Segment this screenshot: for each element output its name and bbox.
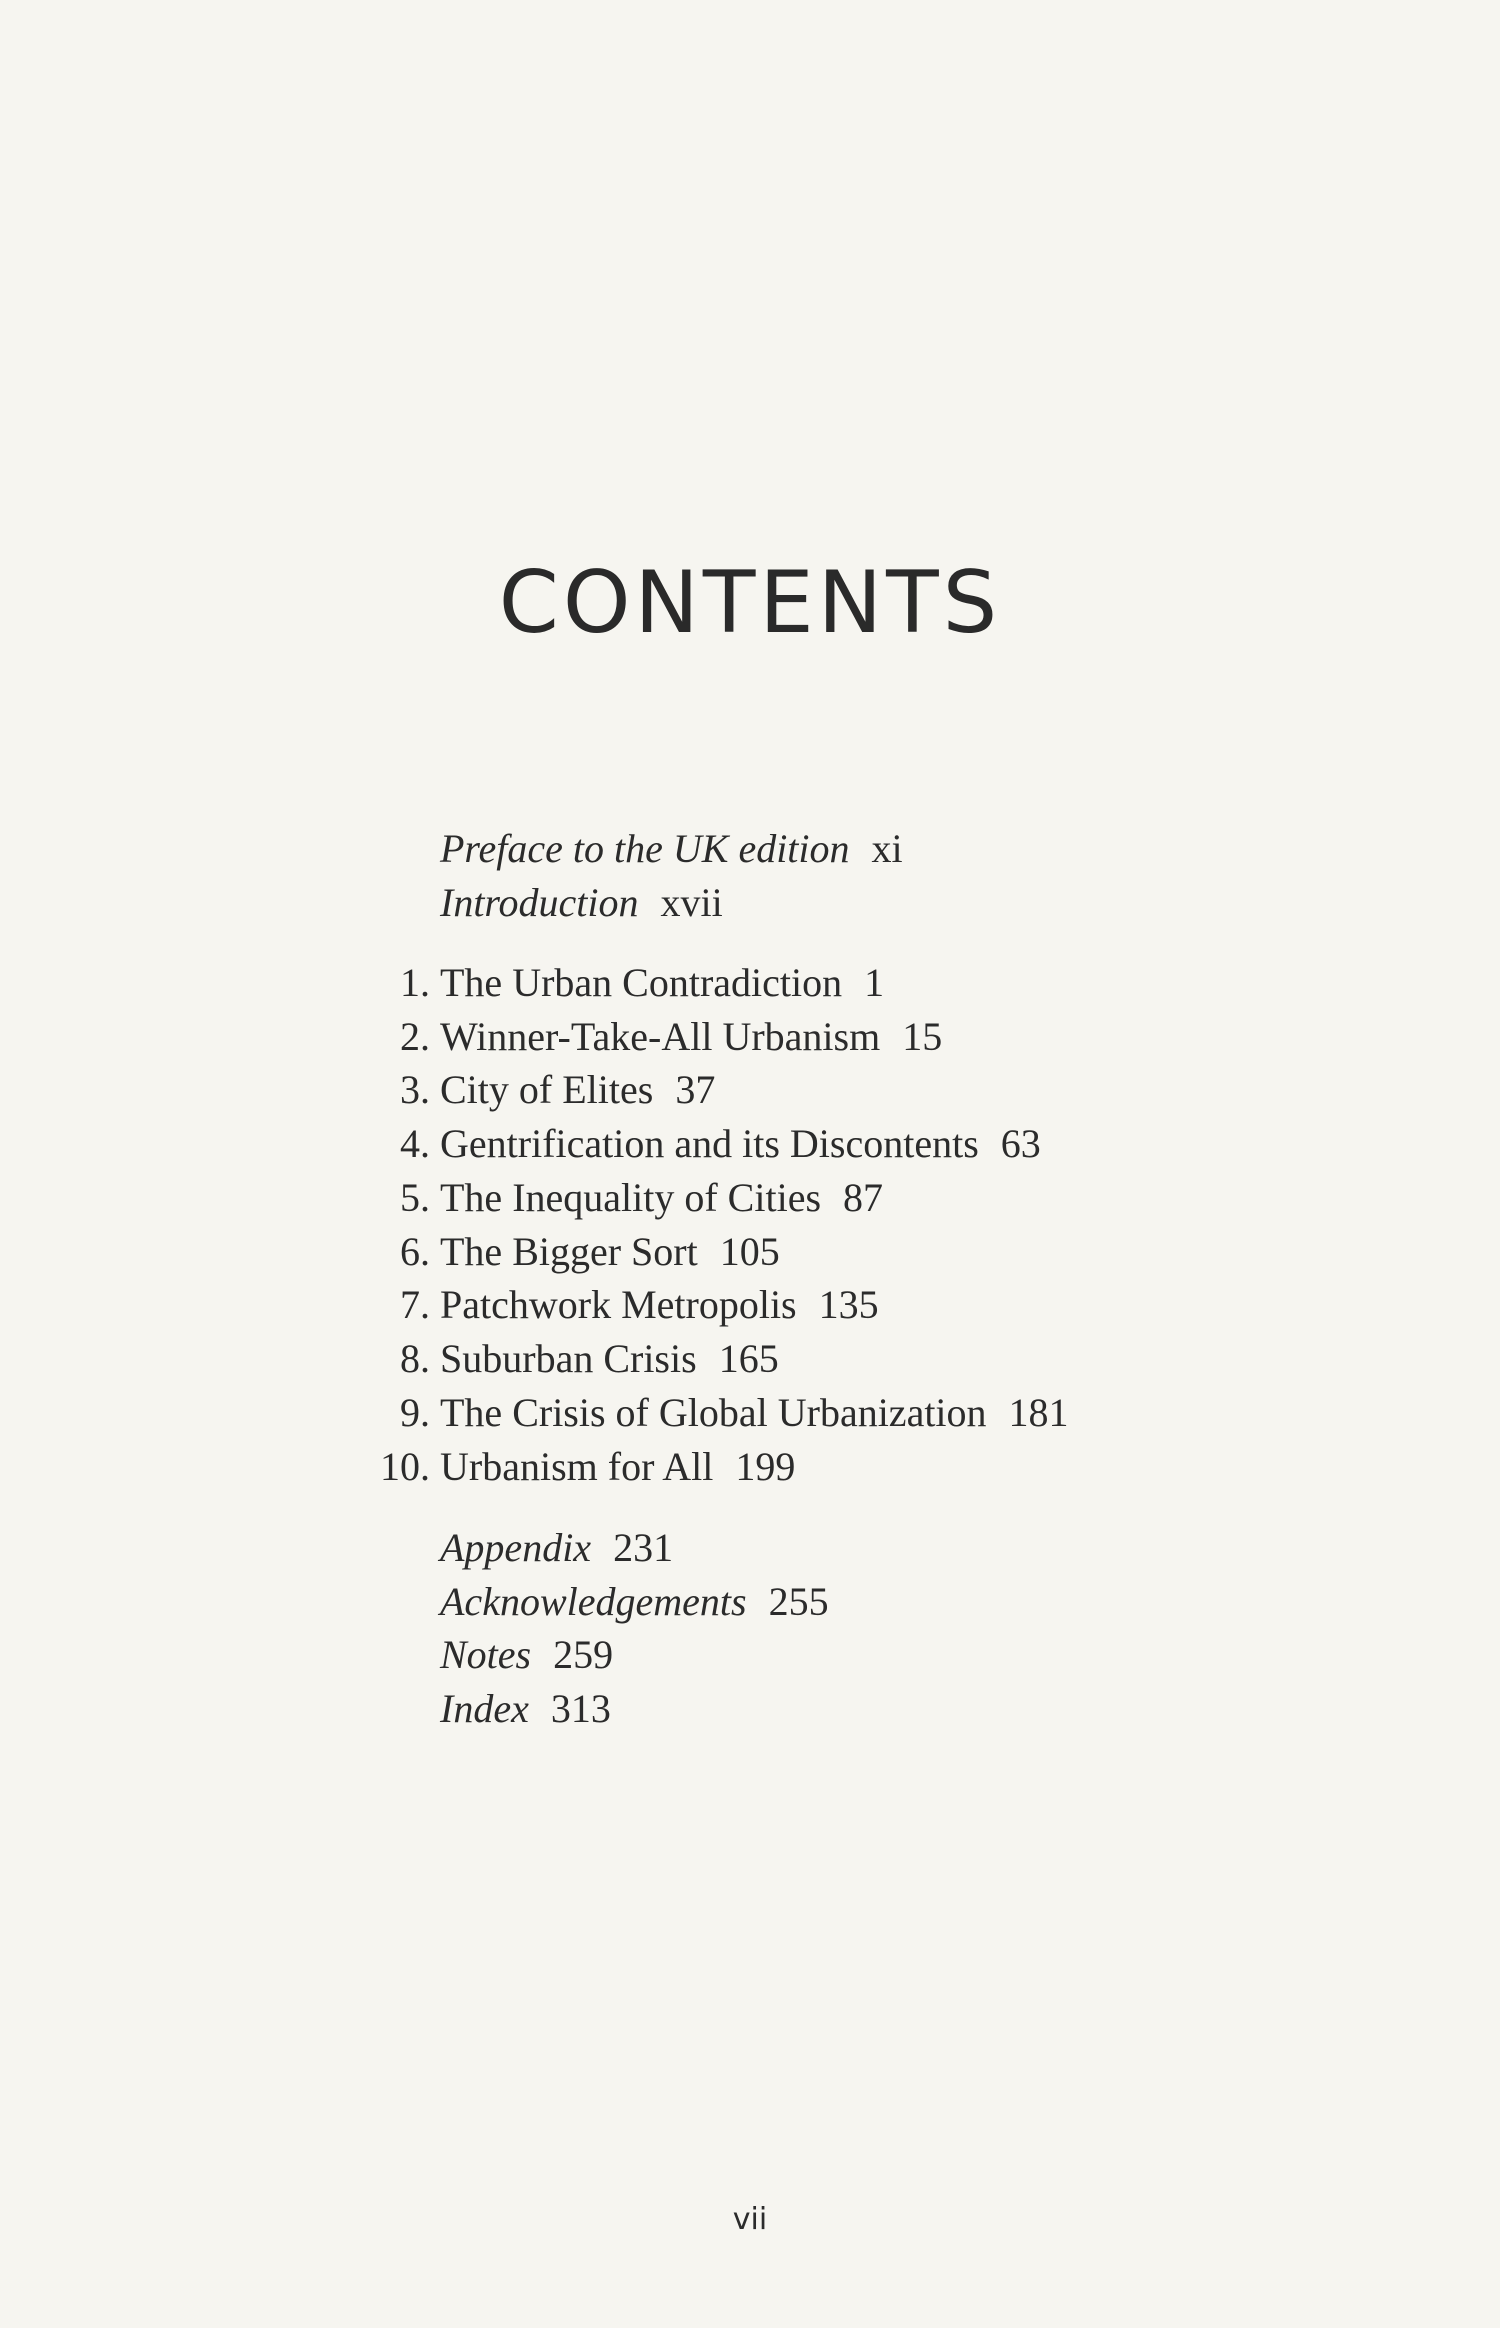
toc-entry-appendix[interactable]	[440, 1521, 673, 1575]
page-title: CONTENTS	[498, 553, 1002, 653]
toc-entry-title: Winner-Take-All Urbanism	[440, 1014, 881, 1059]
toc-entry-number: 7.	[400, 1282, 430, 1327]
toc-entry-title: Index	[440, 1686, 529, 1731]
toc-entry-title: Patchwork Metropolis	[440, 1282, 797, 1327]
toc-entry-number: 6.	[400, 1229, 430, 1274]
toc-entry-page: 313	[550, 1686, 611, 1731]
toc-entry-title: The Urban Contradiction	[440, 960, 843, 1005]
toc-entry-page: 165	[718, 1336, 779, 1381]
toc-entry-page: 87	[843, 1175, 884, 1220]
toc-entry-chapter[interactable]	[400, 1063, 716, 1117]
toc-entry-title: The Bigger Sort	[440, 1229, 698, 1274]
toc-entry-page: 231	[613, 1525, 674, 1570]
toc-entry-title: Acknowledgements	[440, 1579, 747, 1624]
toc-entry-number: 4.	[400, 1121, 430, 1166]
toc-entry-page: 37	[675, 1067, 716, 1112]
toc-entry-title: The Inequality of Cities	[440, 1175, 822, 1220]
toc-entry-chapter[interactable]	[400, 956, 885, 1010]
toc-entry-chapter[interactable]	[400, 1332, 779, 1386]
toc-entry-chapter[interactable]	[380, 1440, 796, 1494]
toc-entry-chapter[interactable]	[400, 1010, 943, 1064]
toc-entry-page: xi	[871, 826, 903, 871]
toc-entry-page: 63	[1000, 1121, 1041, 1166]
page-number: vii	[732, 2202, 768, 2237]
toc-entry-number: 10.	[380, 1444, 430, 1489]
toc-entry-title: Preface to the UK edition	[440, 826, 850, 871]
toc-entry-preface[interactable]	[440, 822, 903, 876]
toc-entry-title: Urbanism for All	[440, 1444, 714, 1489]
toc-entry-acknowledgements[interactable]	[440, 1575, 829, 1629]
toc-entry-page: 135	[818, 1282, 879, 1327]
toc-entry-page: 255	[768, 1579, 829, 1624]
toc-entry-introduction[interactable]	[440, 876, 723, 930]
toc-entry-title: Gentrification and its Discontents	[440, 1121, 979, 1166]
toc-entry-page: 199	[735, 1444, 796, 1489]
toc-entry-chapter[interactable]	[400, 1225, 780, 1279]
toc-entry-title: Appendix	[440, 1525, 592, 1570]
toc-entry-page: 1	[864, 960, 885, 1005]
toc-entry-title: Suburban Crisis	[440, 1336, 697, 1381]
toc-entry-number: 2.	[400, 1014, 430, 1059]
toc-entry-page: 105	[719, 1229, 780, 1274]
toc-entry-page: xvii	[660, 880, 723, 925]
toc-entry-index[interactable]	[440, 1682, 611, 1736]
toc-entry-title: City of Elites	[440, 1067, 654, 1112]
toc-entry-chapter[interactable]	[400, 1117, 1041, 1171]
toc-entry-chapter[interactable]	[400, 1171, 884, 1225]
toc-entry-notes[interactable]	[440, 1628, 613, 1682]
toc-entry-page: 259	[553, 1632, 614, 1677]
toc-entry-chapter[interactable]	[400, 1386, 1069, 1440]
toc-entry-title: The Crisis of Global Urbanization	[440, 1390, 987, 1435]
toc-entry-title: Introduction	[440, 880, 639, 925]
toc-entry-title: Notes	[440, 1632, 532, 1677]
toc-entry-number: 5.	[400, 1175, 430, 1220]
toc-entry-page: 15	[902, 1014, 943, 1059]
toc-entry-number: 1.	[400, 960, 430, 1005]
toc-entry-chapter[interactable]	[400, 1278, 879, 1332]
toc-entry-number: 3.	[400, 1067, 430, 1112]
toc-entry-number: 9.	[400, 1390, 430, 1435]
toc-entry-page: 181	[1008, 1390, 1069, 1435]
toc-entry-number: 8.	[400, 1336, 430, 1381]
